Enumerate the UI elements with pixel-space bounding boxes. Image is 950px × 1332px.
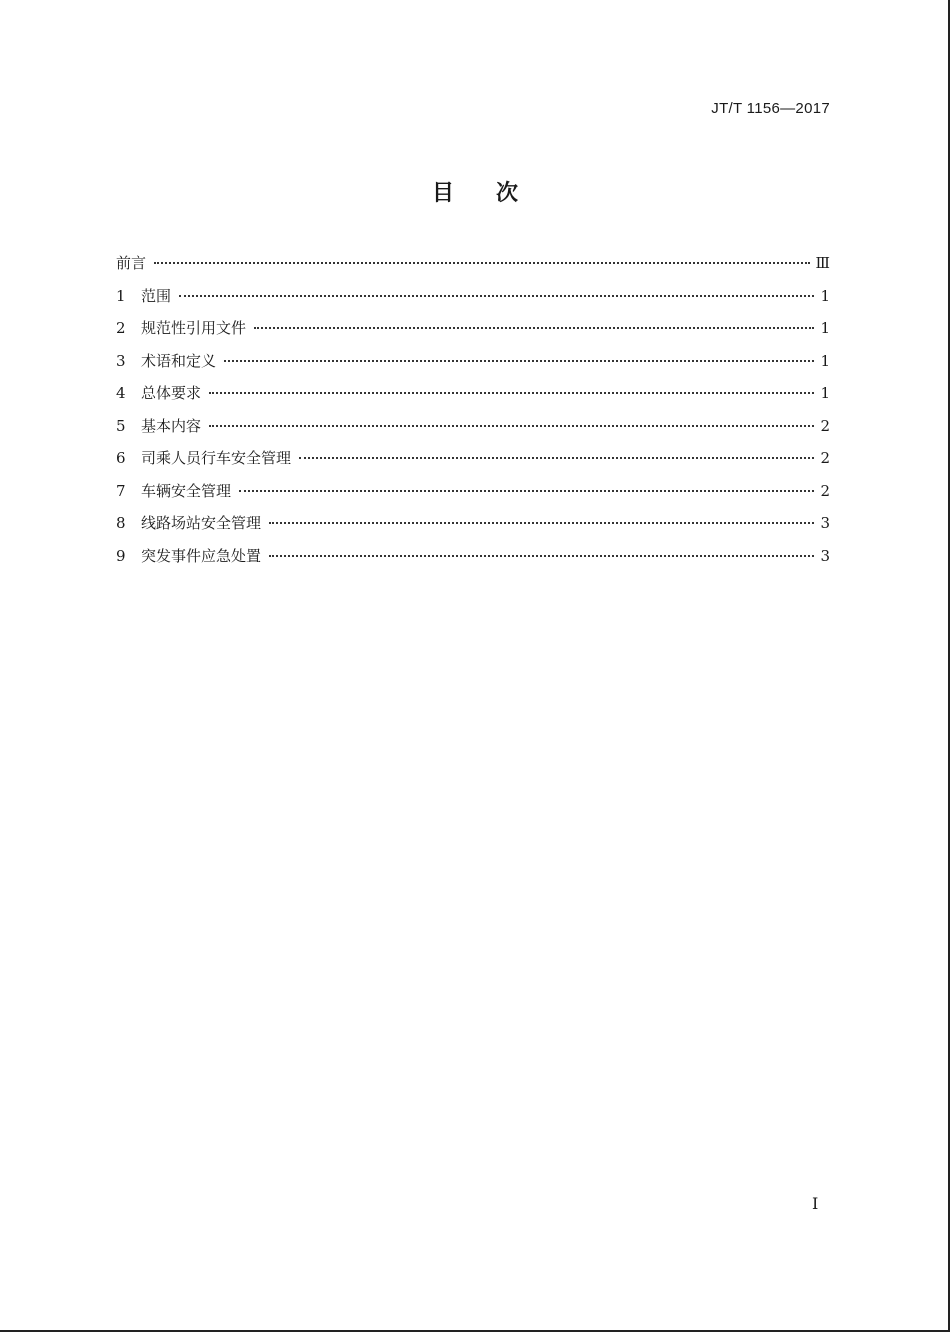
toc-entry-number: 8 <box>116 514 126 532</box>
toc-entry-number: 9 <box>116 546 126 565</box>
toc-leader-dots <box>239 490 814 492</box>
toc-leader-dots <box>209 392 814 394</box>
toc-entry-page: 2 <box>820 481 830 500</box>
toc-entry-7[interactable] <box>116 480 830 513</box>
toc-entry-8[interactable] <box>116 512 830 545</box>
toc-entry-page: Ⅲ <box>815 254 830 272</box>
toc-entry-label: 突发事件应急处置 <box>141 546 262 565</box>
toc-entry-page: 2 <box>820 416 830 435</box>
toc-entry-page: 1 <box>820 351 830 370</box>
table-of-contents <box>116 252 830 577</box>
toc-entry-page: 3 <box>820 546 830 565</box>
toc-entry-number: 6 <box>116 449 126 467</box>
toc-entry-9[interactable] <box>116 545 830 578</box>
toc-entry-number: 1 <box>116 286 126 305</box>
toc-entry-4[interactable] <box>116 382 830 415</box>
toc-entry-label: 基本内容 <box>141 416 202 435</box>
toc-entry-label: 范围 <box>141 286 172 305</box>
toc-entry-3[interactable] <box>116 350 830 383</box>
toc-leader-dots <box>269 522 814 524</box>
page-title <box>0 176 950 207</box>
toc-entry-page: 1 <box>820 384 830 402</box>
toc-entry-2[interactable] <box>116 317 830 350</box>
toc-entry-number: 5 <box>116 416 126 435</box>
toc-entry-label: 线路场站安全管理 <box>141 514 262 532</box>
toc-entry-5[interactable] <box>116 415 830 448</box>
toc-leader-dots <box>269 555 814 557</box>
title-char-1: 目 <box>431 181 454 206</box>
toc-entry-number: 7 <box>116 481 126 500</box>
standard-code: JT/T 1156—2017 <box>711 100 830 117</box>
toc-entry-label: 司乘人员行车安全管理 <box>141 449 292 467</box>
toc-entry-page: 1 <box>820 286 830 305</box>
toc-entry-label: 前言 <box>116 254 147 272</box>
toc-entry-label: 规范性引用文件 <box>141 319 247 337</box>
toc-entry-number: 3 <box>116 351 126 370</box>
toc-leader-dots <box>179 295 814 297</box>
toc-leader-dots <box>209 425 814 427</box>
toc-entry-page: 2 <box>820 449 830 467</box>
toc-leader-dots <box>254 327 814 329</box>
toc-entry-page: 1 <box>820 319 830 337</box>
toc-entry-label: 术语和定义 <box>141 351 217 370</box>
title-char-2: 次 <box>496 181 519 206</box>
page-number: I <box>812 1194 819 1213</box>
toc-entry-label: 车辆安全管理 <box>141 481 232 500</box>
toc-entry-number: 4 <box>116 384 126 402</box>
toc-leader-dots <box>299 457 814 459</box>
toc-entry-1[interactable] <box>116 285 830 318</box>
toc-leader-dots <box>224 360 814 362</box>
toc-entry-number: 2 <box>116 319 126 337</box>
toc-entry-label: 总体要求 <box>141 384 202 402</box>
toc-leader-dots <box>154 262 810 264</box>
toc-entry-6[interactable] <box>116 447 830 480</box>
toc-entry-foreword[interactable] <box>116 252 830 285</box>
toc-entry-page: 3 <box>820 514 830 532</box>
